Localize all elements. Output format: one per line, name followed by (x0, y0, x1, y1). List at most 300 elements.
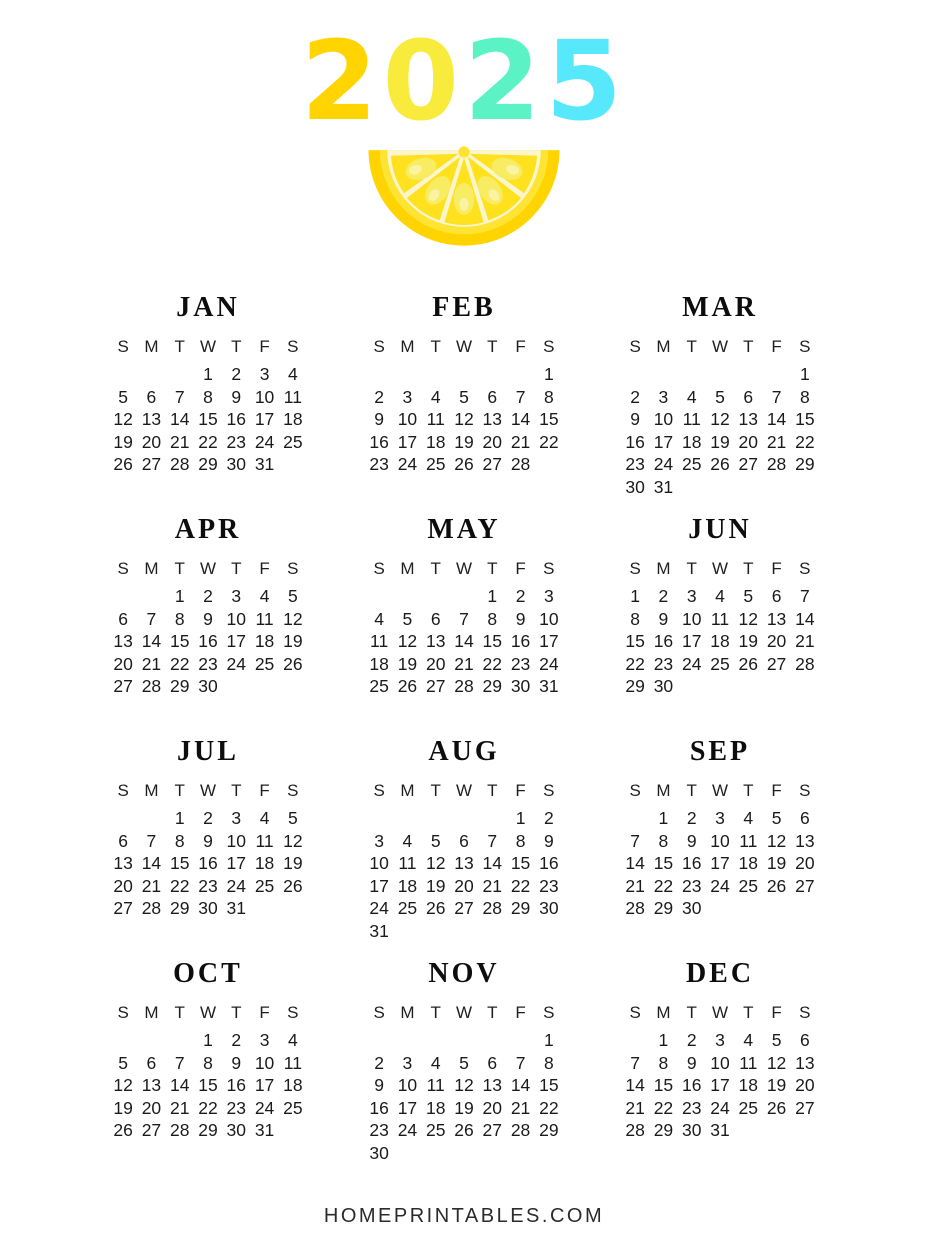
day-cell: 2 (374, 386, 384, 407)
weekday-header: S (799, 559, 811, 578)
day-cell: 30 (681, 898, 702, 918)
weekday-header: S (373, 1003, 385, 1022)
empty-cell (762, 675, 790, 698)
day-cell: 7 (174, 1052, 185, 1073)
day-cell: 13 (766, 608, 787, 629)
day-cell: 19 (397, 653, 418, 674)
day-cell: 23 (681, 875, 702, 896)
day-cell: 4 (402, 830, 413, 851)
day-cell: 1 (658, 808, 669, 828)
day-cell: 6 (799, 1030, 810, 1050)
day-cell: 21 (766, 431, 787, 452)
day-cell: 21 (169, 1097, 190, 1118)
day-cell: 20 (113, 875, 133, 896)
empty-cell (506, 1029, 534, 1052)
month-title: NOV (428, 958, 500, 989)
empty-cell (222, 675, 250, 698)
day-cell: 20 (795, 853, 815, 873)
day-cell: 28 (625, 898, 645, 918)
day-cell: 15 (539, 409, 559, 429)
day-cell: 26 (397, 676, 418, 696)
day-cell: 22 (169, 875, 190, 896)
empty-cell (621, 1029, 649, 1052)
day-cell: 16 (681, 853, 702, 873)
day-cell: 18 (710, 631, 730, 651)
day-cell: 11 (426, 409, 445, 429)
day-cell: 10 (710, 1052, 730, 1073)
weekday-header: F (771, 1003, 782, 1022)
day-cell: 8 (203, 1052, 213, 1073)
weekday-header: S (287, 337, 299, 356)
day-cell: 11 (426, 1075, 445, 1095)
day-cell: 30 (681, 1120, 702, 1140)
weekday-header: T (174, 337, 185, 356)
day-cell: 19 (425, 875, 446, 896)
day-cell: 28 (141, 898, 162, 918)
day-cell: 29 (198, 1120, 218, 1140)
day-cell: 18 (369, 653, 389, 674)
day-grid (109, 781, 307, 920)
day-cell: 13 (113, 631, 133, 651)
day-cell: 3 (658, 386, 669, 407)
day-cell: 18 (738, 1075, 759, 1095)
day-cell: 8 (630, 608, 640, 629)
day-cell: 1 (799, 364, 810, 384)
day-cell: 12 (766, 1052, 787, 1073)
day-cell: 24 (397, 454, 418, 474)
month-title: MAY (427, 514, 501, 545)
day-cell: 14 (625, 1075, 645, 1095)
day-cell: 8 (658, 1052, 669, 1073)
day-cell: 22 (198, 1097, 218, 1118)
day-cell: 19 (283, 853, 303, 873)
weekday-header: T (743, 337, 754, 356)
day-cell: 16 (369, 431, 389, 452)
weekday-header: T (231, 337, 242, 356)
day-cell: 8 (799, 386, 810, 407)
weekday-header: T (487, 1003, 498, 1022)
day-cell: 5 (118, 386, 128, 407)
day-cell: 25 (681, 454, 702, 474)
day-cell: 27 (113, 676, 133, 696)
day-cell: 28 (510, 1120, 531, 1140)
weekday-header: S (799, 1003, 811, 1022)
day-cell: 12 (710, 409, 730, 429)
empty-cell (706, 675, 734, 698)
empty-cell (279, 675, 307, 698)
day-cell: 24 (254, 431, 275, 452)
day-cell: 11 (370, 631, 389, 651)
empty-cell (279, 453, 307, 476)
day-cell: 2 (374, 1052, 384, 1073)
day-cell: 13 (425, 631, 446, 651)
day-cell: 4 (430, 386, 441, 407)
day-cell: 26 (738, 653, 759, 674)
day-cell: 3 (259, 364, 270, 384)
day-cell: 8 (174, 830, 185, 851)
day-cell: 20 (141, 431, 162, 452)
day-cell: 9 (515, 608, 526, 629)
day-cell: 11 (255, 608, 274, 629)
month-block-jul (109, 736, 307, 942)
day-cell: 2 (543, 808, 554, 828)
day-cell: 27 (766, 653, 787, 674)
lemon-slice-illustration (361, 142, 567, 250)
day-grid (109, 337, 307, 476)
day-cell: 6 (487, 1052, 498, 1073)
day-cell: 27 (738, 454, 759, 474)
day-cell: 28 (795, 653, 815, 674)
day-cell: 8 (515, 830, 526, 851)
day-cell: 21 (625, 875, 645, 896)
day-cell: 11 (739, 830, 758, 851)
empty-cell (365, 585, 393, 608)
day-cell: 23 (625, 454, 645, 474)
empty-cell (279, 1119, 307, 1142)
day-grid (109, 559, 307, 698)
empty-cell (137, 807, 165, 830)
empty-cell (250, 897, 278, 920)
weekday-header: M (400, 781, 415, 800)
day-cell: 24 (226, 653, 247, 674)
empty-cell (762, 897, 790, 920)
day-cell: 17 (226, 631, 247, 651)
year-digit-4: 5 (545, 17, 628, 145)
day-cell: 5 (459, 386, 469, 407)
day-cell: 30 (539, 898, 559, 918)
weekday-header: M (656, 781, 671, 800)
weekday-header: S (117, 559, 129, 578)
weekday-header: T (487, 337, 498, 356)
weekday-header: S (287, 781, 299, 800)
month-title: JUN (688, 514, 752, 545)
day-grid (365, 781, 563, 942)
weekday-header: M (656, 559, 671, 578)
day-cell: 10 (226, 608, 247, 629)
day-cell: 7 (630, 830, 640, 851)
day-cell: 9 (231, 1052, 242, 1073)
weekday-header: T (487, 559, 498, 578)
empty-cell (422, 807, 450, 830)
month-block-feb (365, 292, 563, 498)
empty-cell (166, 363, 194, 386)
weekday-header: F (771, 781, 782, 800)
day-cell: 8 (543, 386, 554, 407)
day-cell: 5 (430, 830, 441, 851)
day-cell: 6 (146, 386, 157, 407)
day-cell: 4 (287, 1030, 298, 1050)
day-cell: 5 (287, 808, 298, 828)
day-cell: 9 (203, 830, 213, 851)
weekday-header: S (629, 559, 641, 578)
day-cell: 6 (487, 386, 498, 407)
day-cell: 4 (259, 808, 270, 828)
weekday-header: T (174, 781, 185, 800)
day-cell: 3 (715, 808, 725, 828)
empty-cell (450, 1029, 478, 1052)
day-cell: 2 (515, 586, 526, 606)
month-title: OCT (173, 958, 243, 989)
day-cell: 21 (510, 431, 531, 452)
day-cell: 3 (374, 830, 384, 851)
weekday-header: T (686, 781, 697, 800)
day-cell: 14 (510, 409, 531, 429)
weekday-header: W (711, 781, 729, 800)
weekday-header: S (799, 781, 811, 800)
weekday-header: W (199, 559, 217, 578)
day-cell: 2 (231, 364, 242, 384)
day-cell: 16 (510, 631, 531, 651)
day-cell: 28 (169, 454, 190, 474)
months-grid (109, 292, 819, 1164)
empty-cell (506, 1142, 534, 1165)
day-cell: 22 (539, 1097, 559, 1118)
day-cell: 8 (487, 608, 498, 629)
empty-cell (535, 1142, 563, 1165)
day-cell: 9 (658, 608, 669, 629)
day-cell: 8 (658, 830, 669, 851)
day-cell: 17 (710, 1075, 730, 1095)
day-cell: 23 (226, 1097, 247, 1118)
empty-cell (535, 920, 563, 943)
day-cell: 29 (510, 898, 531, 918)
weekday-header: S (287, 559, 299, 578)
empty-cell (678, 675, 706, 698)
day-cell: 1 (543, 1030, 554, 1050)
day-cell: 6 (771, 586, 782, 606)
day-cell: 29 (169, 898, 190, 918)
empty-cell (478, 363, 506, 386)
day-cell: 25 (738, 875, 759, 896)
empty-cell (791, 897, 819, 920)
weekday-header: T (430, 1003, 441, 1022)
day-cell: 29 (653, 1120, 674, 1140)
day-cell: 31 (710, 1120, 730, 1140)
empty-cell (506, 363, 534, 386)
day-cell: 3 (402, 1052, 413, 1073)
empty-cell (506, 920, 534, 943)
day-cell: 15 (198, 1075, 218, 1095)
day-cell: 25 (283, 431, 303, 452)
weekday-header: F (515, 337, 526, 356)
weekday-header: W (711, 337, 729, 356)
day-cell: 26 (425, 898, 446, 918)
empty-cell (678, 363, 706, 386)
day-cell: 14 (141, 631, 162, 651)
day-cell: 25 (283, 1097, 303, 1118)
empty-cell (109, 363, 137, 386)
day-cell: 22 (625, 653, 645, 674)
day-cell: 17 (710, 853, 730, 873)
day-cell: 30 (226, 1120, 247, 1140)
year-title (300, 17, 628, 145)
day-cell: 4 (743, 808, 754, 828)
weekday-header: F (259, 1003, 270, 1022)
weekday-header: F (515, 559, 526, 578)
day-cell: 12 (283, 830, 303, 851)
day-cell: 17 (369, 875, 389, 896)
day-cell: 7 (630, 1052, 640, 1073)
day-cell: 25 (738, 1097, 759, 1118)
empty-cell (109, 585, 137, 608)
day-cell: 5 (771, 1030, 782, 1050)
day-grid (365, 1003, 563, 1164)
weekday-header: T (686, 1003, 697, 1022)
day-cell: 25 (369, 676, 389, 696)
day-cell: 17 (397, 1097, 418, 1118)
day-cell: 9 (543, 830, 554, 851)
day-cell: 15 (198, 409, 218, 429)
day-cell: 14 (795, 608, 815, 629)
day-cell: 9 (686, 830, 697, 851)
day-cell: 31 (539, 676, 559, 696)
day-cell: 2 (203, 808, 213, 828)
day-cell: 21 (454, 653, 474, 674)
day-cell: 5 (743, 586, 754, 606)
empty-cell (791, 675, 819, 698)
weekday-header: T (686, 337, 697, 356)
day-cell: 20 (482, 1097, 503, 1118)
day-cell: 1 (203, 1030, 213, 1050)
weekday-header: S (373, 781, 385, 800)
day-cell: 22 (169, 653, 190, 674)
day-cell: 17 (681, 631, 702, 651)
weekday-header: T (231, 781, 242, 800)
day-cell: 27 (795, 875, 815, 896)
weekday-header: F (515, 781, 526, 800)
weekday-header: F (771, 337, 782, 356)
day-cell: 2 (658, 586, 669, 606)
day-cell: 16 (539, 853, 559, 873)
day-cell: 7 (799, 586, 810, 606)
day-grid (621, 1003, 819, 1142)
day-cell: 27 (454, 898, 474, 918)
day-cell: 29 (482, 676, 503, 696)
empty-cell (109, 1029, 137, 1052)
day-cell: 12 (738, 608, 759, 629)
weekday-header: S (543, 559, 555, 578)
day-cell: 31 (369, 920, 389, 941)
day-cell: 26 (113, 454, 133, 474)
weekday-header: W (199, 1003, 217, 1022)
month-block-jun (621, 514, 819, 720)
day-cell: 12 (283, 608, 303, 629)
weekday-header: M (400, 337, 415, 356)
day-cell: 5 (459, 1052, 469, 1073)
empty-cell (535, 453, 563, 476)
day-cell: 28 (141, 676, 162, 696)
day-cell: 14 (510, 1075, 531, 1095)
empty-cell (422, 363, 450, 386)
day-cell: 22 (482, 653, 503, 674)
day-cell: 7 (487, 830, 498, 851)
day-cell: 9 (231, 386, 242, 407)
day-cell: 23 (198, 653, 218, 674)
month-title: JUL (177, 736, 239, 767)
day-cell: 11 (283, 1052, 302, 1073)
day-cell: 23 (539, 875, 559, 896)
weekday-header: T (174, 1003, 185, 1022)
day-cell: 25 (397, 898, 418, 918)
month-block-nov (365, 958, 563, 1164)
day-cell: 20 (766, 631, 787, 651)
day-cell: 30 (226, 454, 247, 474)
weekday-header: M (656, 337, 671, 356)
weekday-header: W (711, 559, 729, 578)
weekday-header: T (430, 781, 441, 800)
day-cell: 9 (203, 608, 213, 629)
month-block-sep (621, 736, 819, 942)
day-cell: 6 (799, 808, 810, 828)
day-cell: 26 (454, 454, 474, 474)
empty-cell (678, 476, 706, 499)
day-cell: 13 (795, 830, 815, 851)
empty-cell (706, 363, 734, 386)
day-cell: 23 (226, 431, 247, 452)
day-cell: 18 (681, 431, 702, 452)
day-cell: 10 (681, 608, 702, 629)
day-cell: 1 (174, 586, 185, 606)
weekday-header: T (487, 781, 498, 800)
day-cell: 23 (681, 1097, 702, 1118)
day-cell: 21 (169, 431, 190, 452)
day-cell: 19 (454, 1097, 474, 1118)
day-cell: 24 (254, 1097, 275, 1118)
day-cell: 21 (510, 1097, 531, 1118)
day-cell: 18 (397, 875, 418, 896)
month-block-aug (365, 736, 563, 942)
day-cell: 19 (738, 631, 759, 651)
day-cell: 2 (203, 586, 213, 606)
day-cell: 31 (226, 898, 247, 918)
day-cell: 11 (255, 830, 274, 851)
day-cell: 19 (766, 1075, 787, 1095)
weekday-header: M (400, 1003, 415, 1022)
empty-cell (166, 1029, 194, 1052)
day-cell: 10 (710, 830, 730, 851)
day-cell: 13 (482, 1075, 503, 1095)
day-cell: 3 (231, 808, 242, 828)
day-cell: 25 (425, 454, 446, 474)
day-cell: 15 (169, 631, 190, 651)
day-cell: 13 (482, 409, 503, 429)
day-cell: 25 (710, 653, 730, 674)
empty-cell (450, 363, 478, 386)
day-cell: 17 (539, 631, 559, 651)
day-cell: 17 (254, 409, 275, 429)
day-cell: 19 (454, 431, 474, 452)
weekday-header: S (287, 1003, 299, 1022)
empty-cell (478, 1029, 506, 1052)
empty-cell (365, 807, 393, 830)
empty-cell (706, 476, 734, 499)
day-cell: 24 (653, 454, 674, 474)
weekday-header: W (455, 1003, 473, 1022)
day-cell: 28 (482, 898, 503, 918)
day-cell: 24 (226, 875, 247, 896)
day-cell: 15 (795, 409, 815, 429)
day-cell: 21 (795, 631, 815, 651)
lemon-slice-icon (361, 142, 567, 250)
day-grid (365, 559, 563, 698)
empty-cell (393, 1142, 421, 1165)
day-cell: 9 (374, 409, 384, 429)
day-cell: 10 (653, 409, 674, 429)
month-title: AUG (428, 736, 500, 767)
month-title: SEP (689, 736, 751, 767)
empty-cell (762, 363, 790, 386)
weekday-header: W (199, 781, 217, 800)
